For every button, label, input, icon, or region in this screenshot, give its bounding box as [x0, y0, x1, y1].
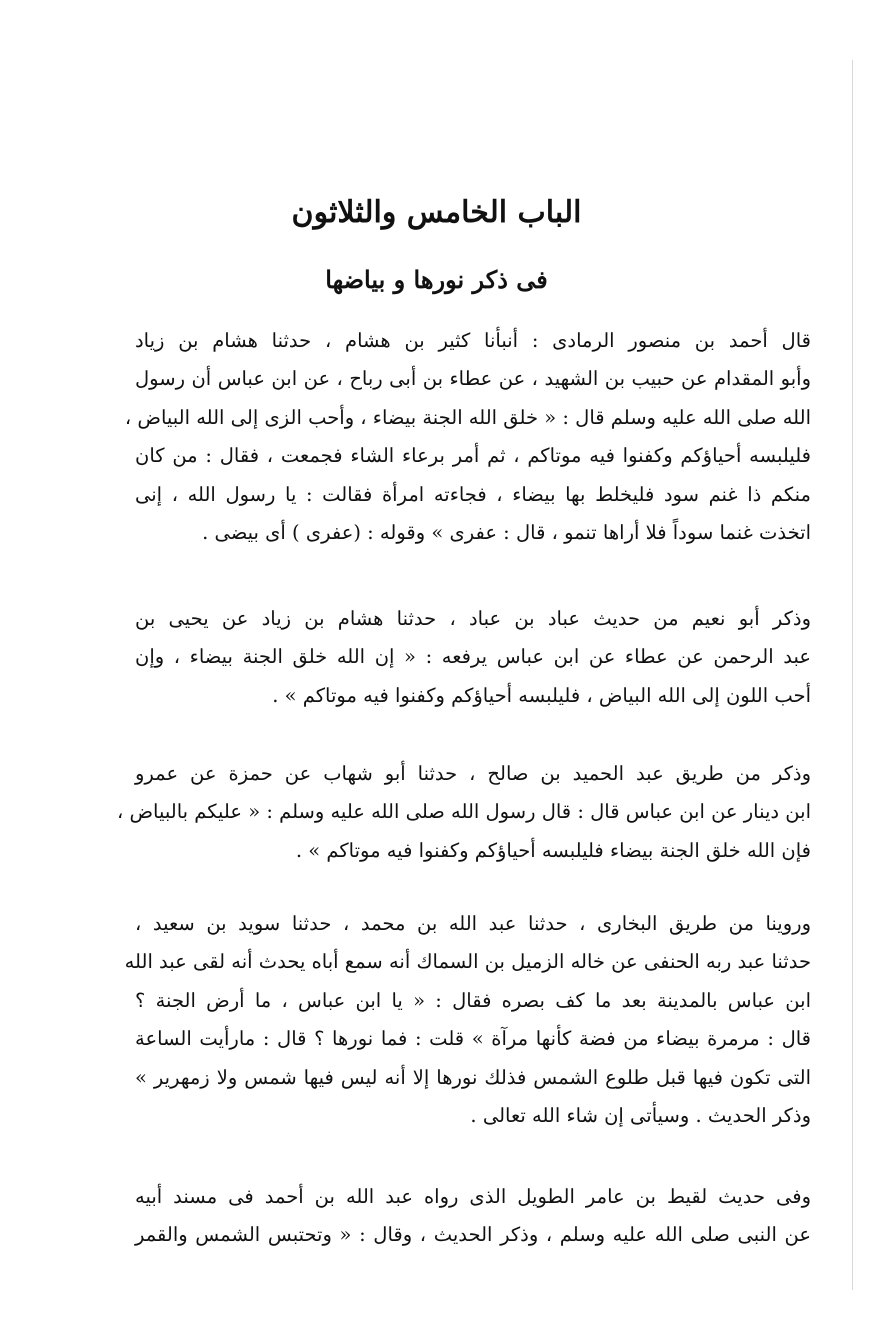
text-line: وأبو المقدام عن حبيب بن الشهيد ، عن عطاء بن أبى رباح ، عن ابن عباس أن رسول	[135, 367, 811, 391]
text-line: عبد الرحمن عن عطاء عن ابن عباس يرفعه : « إن الله خلق الجنة بيضاء ، وإن	[135, 645, 811, 669]
paragraph-4	[124, 905, 811, 1135]
text-line: عن النبى صلى الله عليه وسلم ، وذكر الحديث ، وقال : « وتحتبس الشمس والقمر	[135, 1223, 811, 1247]
text-line: وفى حديث لقيط بن عامر الطويل الذى رواه عبد الله بن أحمد فى مسند أبيه	[135, 1185, 811, 1208]
text-line: اتخذت غنما سوداً فلا أراها تنمو ، قال : عفرى » وقوله : (عفرى ) أى بيضى .	[202, 521, 811, 545]
text-line: وروينا من طريق البخارى ، حدثنا عبد الله بن محمد ، حدثنا سويد بن سعيد ،	[135, 912, 811, 935]
text-line: وذكر الحديث . وسيأتى إن شاء الله تعالى .	[470, 1104, 811, 1128]
text-line: وذكر من طريق عبد الحميد بن صالح ، حدثنا أبو شهاب عن حمزة عن عمرو	[135, 762, 811, 785]
paragraph-5	[135, 1178, 811, 1255]
text-line: فإن الله خلق الجنة بيضاء فليلبسه أحياؤكم وكفنوا فيه موتاكم » .	[295, 838, 811, 862]
chapter-title: الباب الخامس والثلاثون	[291, 195, 582, 230]
page-edge-divider	[852, 60, 853, 1290]
paragraph-1	[124, 322, 811, 552]
text-line: فليلبسه أحياؤكم وكفنوا فيه موتاكم ، ثم أمر برعاء الشاء فجمعت ، فقال : من كان	[135, 444, 811, 468]
text-line: قال أحمد بن منصور الرمادى : أنبأنا كثير بن هشام ، حدثنا هشام بن زياد	[135, 329, 811, 352]
text-line: منكم ذا غنم سود فليخلط بها بيضاء ، فجاءته امرأة فقالت : يا رسول الله ، إنى	[135, 482, 811, 506]
text-line: حدثنا عبد ربه الحنفى عن خاله الزميل بن السماك أنه سمع أباه يحدث أنه لقى عبد الله	[124, 950, 811, 974]
paragraph-2	[135, 600, 811, 715]
paragraph-3	[116, 755, 811, 870]
text-line: قال : مرمرة بيضاء من فضة كأنها مرآة » قلت : فما نورها ؟ قال : مارأيت الساعة	[135, 1027, 811, 1051]
text-line: ابن عباس بالمدينة بعد ما كف بصره فقال : « يا ابن عباس ، ما أرض الجنة ؟	[135, 988, 811, 1012]
text-line: ابن دينار عن ابن عباس قال : قال رسول الله صلى الله عليه وسلم : « عليكم بالبياض ،	[116, 800, 811, 824]
text-line: أحب اللون إلى الله البياض ، فليلبسه أحياؤكم وكفنوا فيه موتاكم » .	[272, 683, 811, 707]
chapter-subtitle: فى ذكر نورها و بياضها	[325, 265, 548, 294]
text-line: الله صلى الله عليه وسلم قال : « خلق الله الجنة بيضاء ، وأحب الزى إلى الله البياض ،	[124, 405, 811, 429]
text-line: وذكر أبو نعيم من حديث عباد بن عباد ، حدثنا هشام بن زياد عن يحيى بن	[135, 607, 811, 630]
text-line: التى تكون فيها قبل طلوع الشمس فذلك نورها إلا أنه ليس فيها شمس ولا زمهرير »	[135, 1065, 811, 1089]
